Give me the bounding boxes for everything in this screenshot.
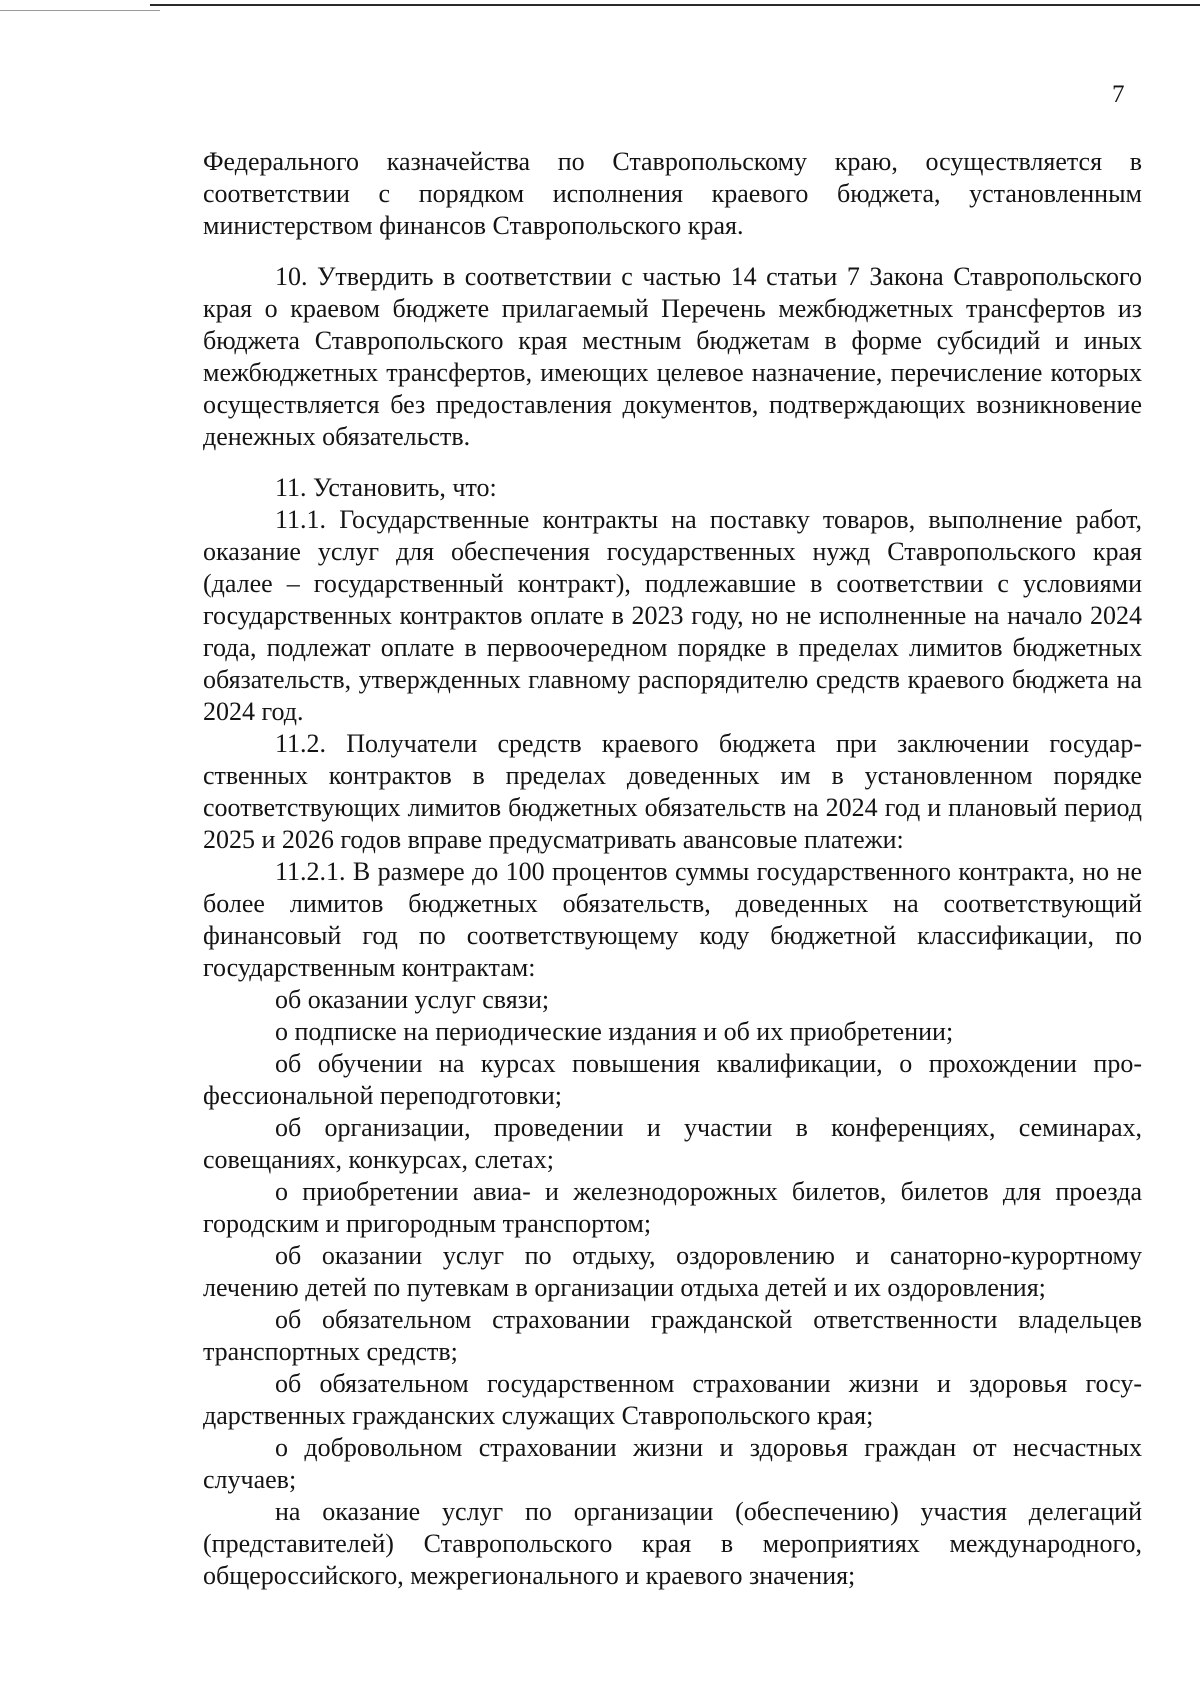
paragraph-continuation: Федерального казначейства по Ставропольскому краю, осуществляется в соответствии с порядком исполнения краевого бюджета, установленным министерством финансов Ставропольского края. — [203, 147, 1142, 240]
paragraph-11-1: 11.1. Государственные контракты на поставку товаров, выполнение работ, оказание услуг для обеспечения государственных нужд Ставропольского края (далее – государственный контракт), подлежавшие в соответствии с условиями государственных контрактов оплате в 2023 году, но не исполненные на начало 2024 года, подлежат оплате в первоочередном порядке в пределах лимитов бюджетных обязательств, утвержденных главному распорядителю средств краевого бюджета на 2024 год. — [203, 505, 1142, 726]
scan-edge-line-thin — [0, 10, 160, 11]
list-item: об оказании услуг по отдыху, оздоровлению и санаторно-курортному лечению детей по путевкам в организации отдыха детей и их оздоровления; — [203, 1241, 1142, 1302]
document-body — [203, 146, 1142, 1592]
paragraph-11-2: 11.2. Получатели средств краевого бюджета при заключении государственных контрактов в пределах доведенных им в установленном порядке соответствующих лимитов бюджетных обязательств на 2024 год и плановый период 2025 и 2026 годов вправе предусматривать авансовые платежи: — [203, 729, 1142, 854]
list-item: о приобретении авиа- и железнодорожных билетов, билетов для проезда городским и пригородным транспортом; — [203, 1177, 1142, 1238]
paragraph-11: 11. Установить, что: — [275, 473, 497, 502]
scan-edge-line — [150, 4, 1200, 6]
list-item: об оказании услуг связи; — [275, 985, 550, 1014]
list-item: о подписке на периодические издания и об их приобретении; — [275, 1017, 954, 1046]
paragraph-11-2-1: 11.2.1. В размере до 100 процентов суммы государственного контракта, но не более лимитов бюджетных обязательств, доведенных на соответствующий финансовый год по соответствующему коду бюджетной классификации, по государственным контрактам: — [203, 857, 1142, 982]
list-item: об обязательном страховании гражданской ответственности владельцев транспортных средств; — [203, 1305, 1142, 1366]
list-item: об обязательном государственном страховании жизни и здоровья государственных гражданских служащих Ставропольского края; — [203, 1369, 1142, 1430]
list-item: о добровольном страховании жизни и здоровья граждан от несчастных случаев; — [203, 1433, 1142, 1494]
paragraph-10: 10. Утвердить в соответствии с частью 14 статьи 7 Закона Ставропольского края о краевом бюджете прилагаемый Перечень межбюджетных трансфертов из бюджета Ставропольского края местным бюджетам в форме субсидий и иных межбюджетных трансфертов, имеющих целевое назначение, перечисление которых осуществляется без предоставления документов, подтверждающих возникновение денежных обязательств. — [203, 262, 1142, 451]
list-item: на оказание услуг по организации (обеспечению) участия делегаций (представителей) Ставропольского края в мероприятиях международного, общероссийского, межрегионального и краевого значения; — [203, 1497, 1142, 1590]
list-item: об обучении на курсах повышения квалификации, о прохождении профессиональной переподготовки; — [203, 1049, 1142, 1110]
list-item: об организации, проведении и участии в конференциях, семинарах, совещаниях, конкурсах, слетах; — [203, 1113, 1142, 1174]
page-number: 7 — [1112, 81, 1125, 108]
